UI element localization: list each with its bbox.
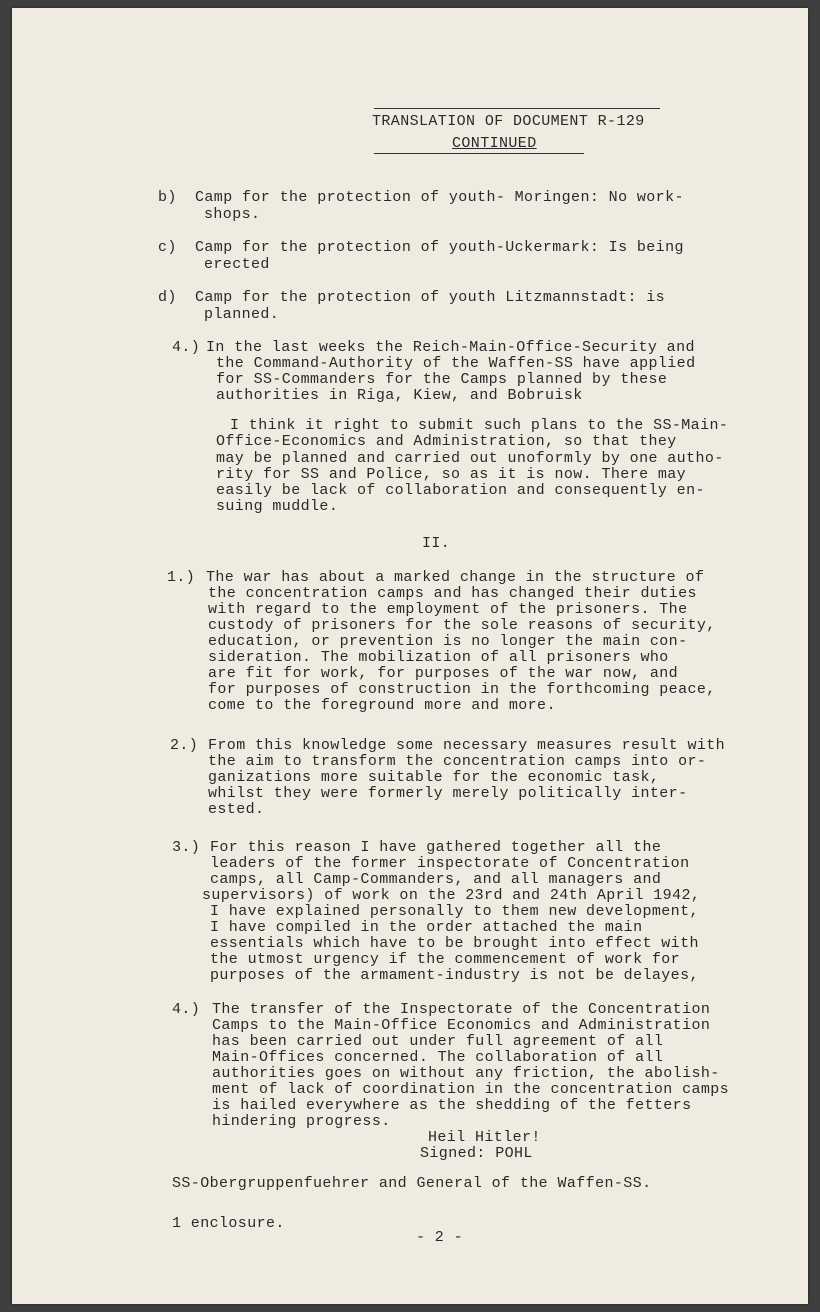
item-label: d) [158, 289, 177, 306]
item-line: Camp for the protection of youth- Moringen: No work- [195, 189, 684, 206]
signatory-rank: SS-Obergruppenfuehrer and General of the Waffen-SS. [172, 1175, 652, 1192]
document-page [12, 8, 808, 1304]
paragraph-line: rity for SS and Police, so as it is now. There may [216, 466, 687, 483]
paragraph-line: I think it right to submit such plans to the SS-Main- [230, 417, 729, 434]
item-line: the aim to transform the concentration camps into or- [208, 753, 707, 770]
item-line: leaders of the former inspectorate of Concentration [210, 855, 690, 872]
item-line: custody of prisoners for the sole reasons of security, [208, 617, 716, 634]
item-line: for purposes of construction in the forthcoming peace, [208, 681, 716, 698]
item-line: is hailed everywhere as the shedding of the fetters [212, 1097, 692, 1114]
item-line: essentials which have to be brought into effect with [210, 935, 699, 952]
item-line: shops. [204, 206, 261, 223]
item-line: purposes of the armament-industry is not be delayes, [210, 967, 699, 984]
item-line: I have explained personally to them new development, [210, 903, 699, 920]
heading-bottom-rule [374, 153, 584, 154]
item-line: sideration. The mobilization of all prisoners who [208, 649, 669, 666]
item-line: the concentration camps and has changed their duties [208, 585, 697, 602]
heading-top-rule [374, 108, 660, 109]
signature-line: Signed: POHL [420, 1145, 533, 1162]
item-line: come to the foreground more and more. [208, 697, 556, 714]
item-line: The war has about a marked change in the structure of [206, 569, 705, 586]
item-line: Camp for the protection of youth Litzmannstadt: is [195, 289, 666, 306]
paragraph-line: easily be lack of collaboration and consequently en- [216, 482, 705, 499]
item-line: In the last weeks the Reich-Main-Office-Security and [206, 339, 695, 356]
paragraph-line: suing muddle. [216, 498, 339, 515]
document-subtitle: CONTINUED [452, 135, 537, 152]
item-label: 1.) [167, 569, 196, 586]
item-line: The transfer of the Inspectorate of the Concentration [212, 1001, 711, 1018]
item-line: From this knowledge some necessary measures result with [208, 737, 726, 754]
item-label: b) [158, 189, 177, 206]
salutation: Heil Hitler! [428, 1129, 541, 1146]
item-line: Camps to the Main-Office Economics and Administration [212, 1017, 711, 1034]
item-line: the utmost urgency if the commencement of work for [210, 951, 681, 968]
item-line: has been carried out under full agreement of all [212, 1033, 664, 1050]
item-label: c) [158, 239, 177, 256]
item-line: ested. [208, 801, 265, 818]
item-line: Main-Offices concerned. The collaboration of all [212, 1049, 664, 1066]
item-label: 2.) [170, 737, 199, 754]
item-label: 3.) [172, 839, 201, 856]
page-number: - 2 - [416, 1229, 464, 1246]
item-line: camps, all Camp-Commanders, and all managers and [210, 871, 662, 888]
item-line: for SS-Commanders for the Camps planned by these [216, 371, 668, 388]
item-line: are fit for work, for purposes of the war now, and [208, 665, 679, 682]
item-label: 4.) [172, 1001, 201, 1018]
item-line: authorities goes on without any friction, the abolish- [212, 1065, 720, 1082]
item-label: 4.) [172, 339, 201, 356]
enclosure-note: 1 enclosure. [172, 1215, 285, 1232]
item-line: authorities in Riga, Kiew, and Bobruisk [216, 387, 583, 404]
document-title: TRANSLATION OF DOCUMENT R-129 [372, 113, 645, 130]
section-heading: II. [422, 535, 451, 552]
item-line: education, or prevention is no longer the main con- [208, 633, 688, 650]
item-line: supervisors) of work on the 23rd and 24th April 1942, [202, 887, 701, 904]
paragraph-line: may be planned and carried out unoformly by one autho- [216, 450, 724, 467]
item-line: erected [204, 256, 270, 273]
paragraph-line: Office-Economics and Administration, so that they [216, 433, 677, 450]
item-line: ganizations more suitable for the economic task, [208, 769, 660, 786]
item-line: the Command-Authority of the Waffen-SS have applied [216, 355, 696, 372]
item-line: Camp for the protection of youth-Uckermark: Is being [195, 239, 684, 256]
item-line: ment of lack of coordination in the concentration camps [212, 1081, 730, 1098]
item-line: hindering progress. [212, 1113, 391, 1130]
item-line: whilst they were formerly merely politically inter- [208, 785, 688, 802]
item-line: I have compiled in the order attached the main [210, 919, 643, 936]
item-line: For this reason I have gathered together all the [210, 839, 662, 856]
item-line: planned. [204, 306, 280, 323]
item-line: with regard to the employment of the prisoners. The [208, 601, 688, 618]
